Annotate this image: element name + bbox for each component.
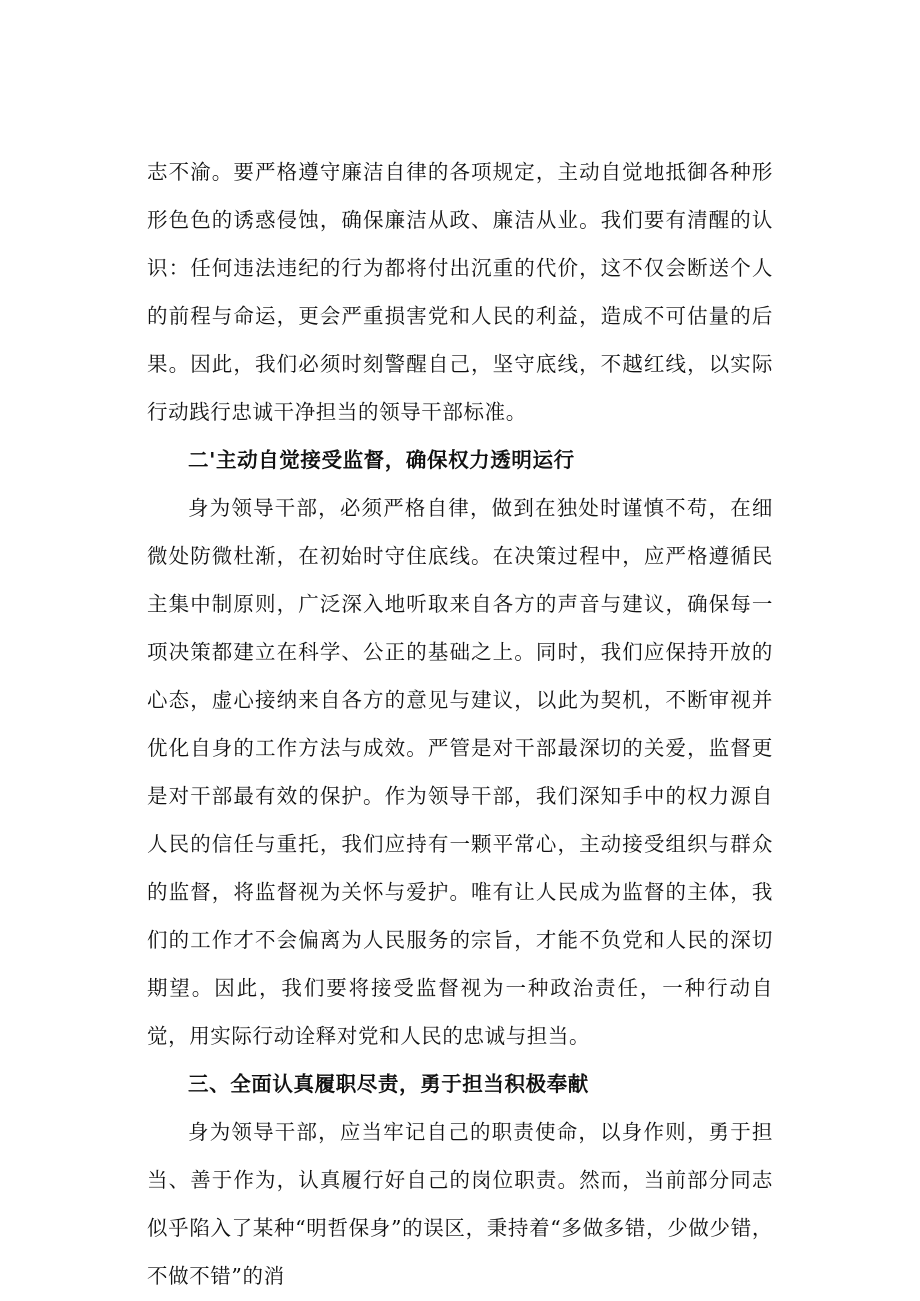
section-3-paragraph: 身为领导干部，应当牢记自己的职责使命，以身作则，勇于担当、善于作为，认真履行好自己的岗位职责。然而，当前部分同志似乎陷入了某种“明哲保身”的误区，秉持着“多做多错，少做少错，不做不错”的消 <box>147 1120 773 1288</box>
paragraph-continued: 志不渝。要严格遵守廉洁自律的各项规定，主动自觉地抵御各种形形色色的诱惑侵蚀，确保廉洁从政、廉洁从业。我们要有清醒的认识：任何违法违纪的行为都将付出沉重的代价，这不仅会断送个人的前程与命运，更会严重损害党和人民的利益，造成不可估量的后果。因此，我们必须时刻警醒自己，坚守底线，不越红线，以实际行动践行忠诚干净担当的领导干部标准。 <box>147 160 773 424</box>
document-body <box>147 148 773 1300</box>
section-2-paragraph: 身为领导干部，必须严格自律，做到在独处时谨慎不苟，在细微处防微杜渐，在初始时守住底线。在决策过程中，应严格遵循民主集中制原则，广泛深入地听取来自各方的声音与建议，确保每一项决策都建立在科学、公正的基础之上。同时，我们应保持开放的心态，虚心接纳来自各方的意见与建议，以此为契机，不断审视并优化自身的工作方法与成效。严管是对干部最深切的关爱，监督更是对干部最有效的保护。作为领导干部，我们深知手中的权力源自人民的信任与重托，我们应持有一颗平常心，主动接受组织与群众的监督，将监督视为关怀与爱护。唯有让人民成为监督的主体，我们的工作才不会偏离为人民服务的宗旨，才能不负党和人民的深切期望。因此，我们要将接受监督视为一种政治责任，一种行动自觉，用实际行动诠释对党和人民的忠诚与担当。 <box>147 496 773 1048</box>
section-heading-3: 三、全面认真履职尽责，勇于担当积极奉献 <box>188 1072 589 1096</box>
section-heading-2: 二'主动自觉接受监督，确保权力透明运行 <box>188 448 575 472</box>
